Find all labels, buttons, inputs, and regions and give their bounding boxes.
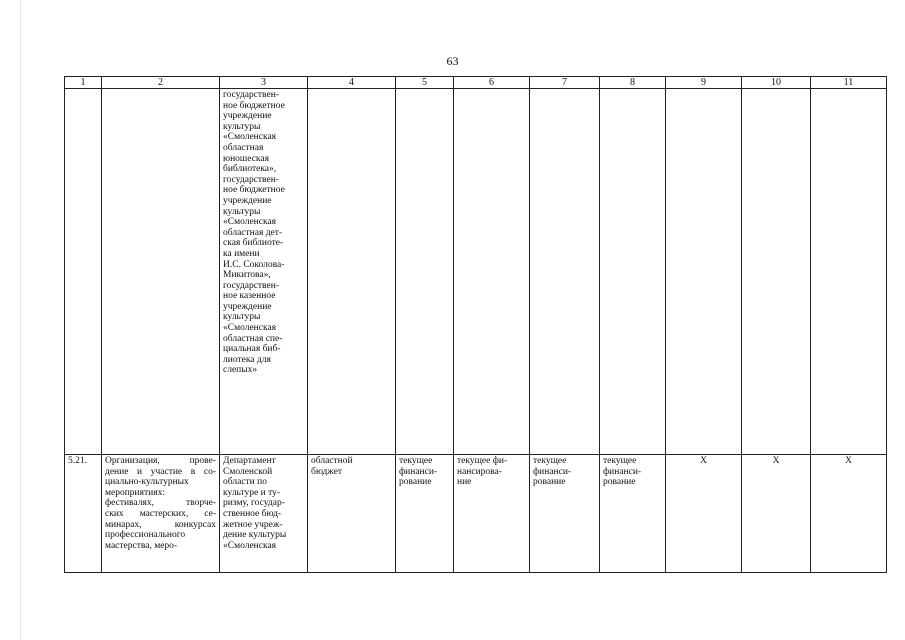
cell-text-line: Департамент [223, 456, 276, 466]
row1-col4-cell [308, 89, 396, 455]
column-header-6: 6 [454, 77, 530, 89]
cell-text-line: циальная биб- [223, 344, 281, 355]
cell-text-line: библиотека», [223, 164, 277, 175]
cell-text-line: бюджет [311, 466, 343, 477]
column-header-1: 1 [65, 77, 102, 89]
cell-text-line: ное бюджетное [223, 185, 285, 196]
cell-text-line: лиотека для [223, 354, 271, 365]
cell-text-line: ное казенное [223, 291, 276, 302]
cell-text-line: «Смоленская [223, 323, 277, 334]
cell-text-line: ских мастерских, се- [105, 508, 216, 519]
cell-text-line: юношеская [223, 153, 269, 164]
cell-text-line: Организация, прове- [105, 456, 216, 466]
column-header-7: 7 [530, 77, 600, 89]
column-number-row [65, 77, 887, 89]
column-header-11: 11 [811, 77, 887, 89]
row1-col11-cell [811, 89, 887, 455]
cell-text-line: профессионального [105, 530, 186, 541]
cell-text-line: ризму, государ- [223, 498, 285, 509]
cell-text-line: рование [533, 477, 566, 488]
cell-text-line: учреждение [223, 195, 272, 206]
row1-col5-cell [396, 89, 454, 455]
column-header-5: 5 [396, 77, 454, 89]
column-header-2: 2 [102, 77, 220, 89]
cell-text-line: мероприятиях: [105, 487, 166, 498]
cell-text-line: дение культуры [223, 530, 287, 541]
scan-margin-line [20, 0, 21, 640]
cell-text-line: «Смоленская [223, 540, 277, 551]
cell-text-line: текущее [533, 456, 567, 466]
cell-text-line: Микитова», [223, 270, 271, 281]
row1-executor-cell [220, 89, 308, 455]
row1-col9-cell [666, 89, 742, 455]
row2-col10-cell: Х [742, 455, 811, 573]
cell-text-line: культуре и ту- [223, 487, 281, 498]
cell-text-line: учреждение [223, 301, 272, 312]
row2-col7-cell [530, 455, 600, 573]
cell-text-line: рование [603, 477, 636, 488]
program-table [64, 76, 887, 573]
cell-text-line: фестивалях, творче- [105, 498, 216, 509]
row1-activity-cell [102, 89, 220, 455]
row2-number-cell: 5.21. [65, 455, 102, 573]
cell-text-line: учреждение [223, 111, 272, 122]
cell-text-line: текущее [399, 456, 433, 466]
row2-col5-cell [396, 455, 454, 573]
row2-col6-cell [454, 455, 530, 573]
cell-text-line: государствен- [223, 90, 279, 100]
cell-text-line: ская библиоте- [223, 238, 284, 249]
cell-text-line: ное бюджетное [223, 100, 285, 111]
cell-text-line: нансирова- [457, 466, 502, 477]
row2-executor-cell [220, 455, 308, 573]
page-number: 63 [446, 54, 459, 68]
cell-text-line: ние [457, 477, 472, 488]
row2-col8-cell [600, 455, 666, 573]
cell-text-line: ка имени [223, 248, 260, 259]
cell-text-line: государствен- [223, 174, 279, 185]
column-header-4: 4 [308, 77, 396, 89]
row1-col8-cell [600, 89, 666, 455]
table-row-continuation [65, 89, 887, 455]
cell-text-line: областной [311, 456, 353, 466]
row2-activity-cell [102, 455, 220, 573]
cell-text-line: «Смоленская [223, 132, 277, 143]
cell-text-line: слепых» [223, 365, 258, 376]
cell-text-line: «Смоленская [223, 217, 277, 228]
cell-text-line: текущее фи- [457, 456, 508, 466]
cell-text-line: рование [399, 477, 432, 488]
cell-text-line: Смоленской [223, 466, 273, 477]
cell-text-line: государствен- [223, 280, 279, 291]
cell-text-line: И.С. Соколова- [223, 259, 285, 270]
cell-text-line: финанси- [533, 466, 572, 477]
cell-text-line: циально-культурных [105, 477, 189, 488]
row2-col11-cell: Х [811, 455, 887, 573]
cell-text-line: финанси- [399, 466, 438, 477]
table-row-5-21 [65, 455, 887, 573]
cell-text-line: минарах, конкурсах [105, 519, 216, 530]
cell-text-line: финанси- [603, 466, 642, 477]
cell-text-line: дение и участие в со- [105, 466, 216, 477]
column-header-9: 9 [666, 77, 742, 89]
cell-text-line: областная спе- [223, 333, 283, 344]
cell-text-line: культуры [223, 206, 261, 217]
row2-col9-cell: Х [666, 455, 742, 573]
cell-text-line: области по [223, 477, 267, 488]
row1-col10-cell [742, 89, 811, 455]
cell-text-line: ственное бюд- [223, 508, 282, 519]
column-header-3: 3 [220, 77, 308, 89]
cell-text-line: текущее [603, 456, 637, 466]
column-header-10: 10 [742, 77, 811, 89]
cell-text-line: жетное учреж- [223, 519, 283, 530]
row2-source-cell [308, 455, 396, 573]
cell-text-line: областная [223, 142, 264, 153]
cell-text-line: областная дет- [223, 227, 283, 238]
column-header-8: 8 [600, 77, 666, 89]
row1-col7-cell [530, 89, 600, 455]
cell-text-line: культуры [223, 312, 261, 323]
cell-text-line: культуры [223, 121, 261, 132]
cell-text-line: мастерства, меро- [105, 540, 178, 551]
row1-col6-cell [454, 89, 530, 455]
row1-number-cell [65, 89, 102, 455]
